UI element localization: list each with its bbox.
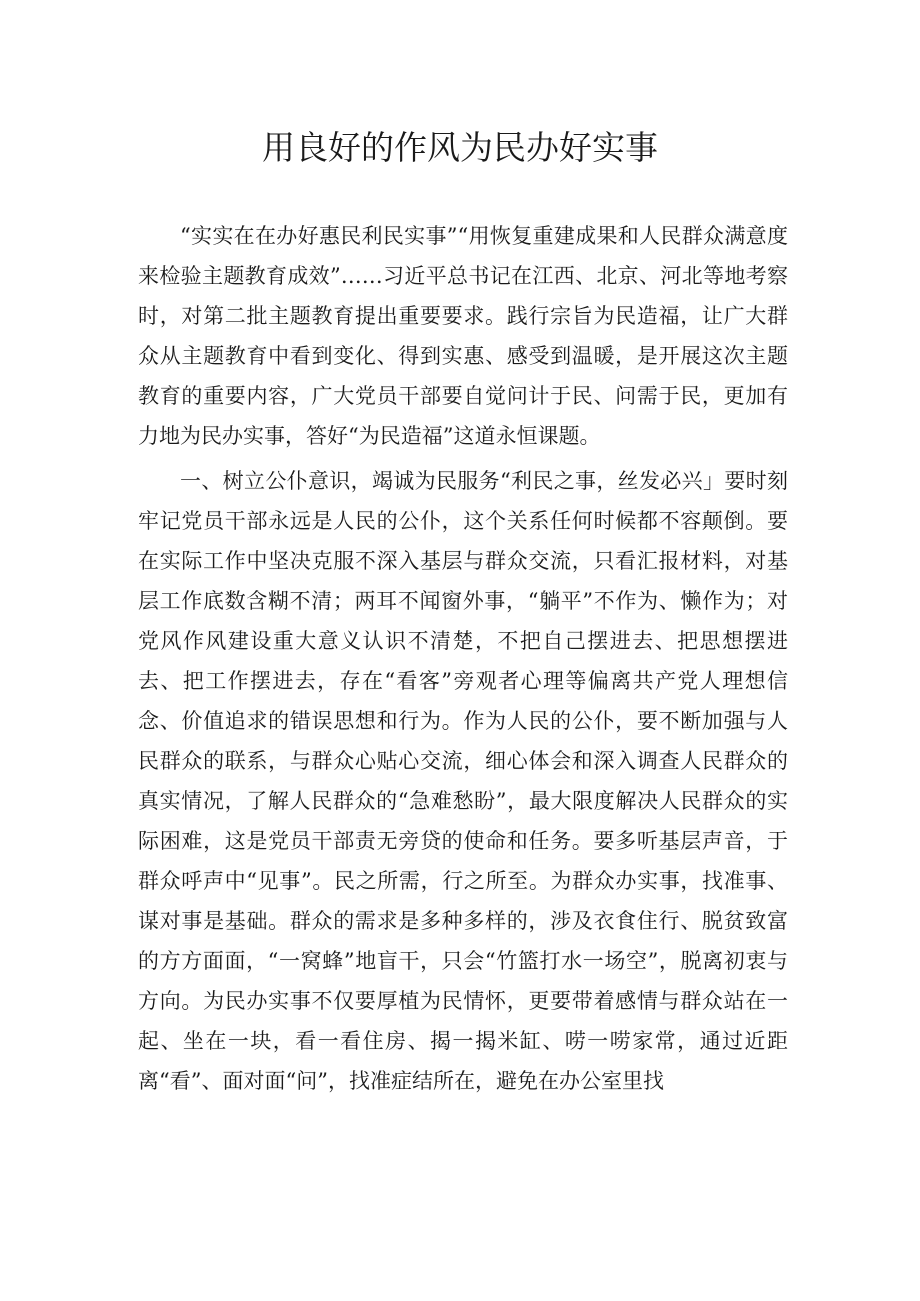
paragraph-section-one: 一、树立公仆意识，竭诚为民服务“利民之事，丝发必兴」要时刻牢记党员干部永远是人民的公仆，这个关系任何时候都不容颠倒。要在实际工作中坚决克服不深入基层与群众交流，只看汇报材料，对基层工作底数含糊不清；两耳不闻窗外事，“躺平”不作为、懒作为；对党风作风建设重大意义认识不清楚，不把自己摆进去、把思想摆进去、把工作摆进去，存在“看客”旁观者心理等偏离共产党人理想信念、价值追求的错误思想和行为。作为人民的公仆，要不断加强与人民群众的联系，与群众心贴心交流，细心体会和深入调查人民群众的真实情况，了解人民群众的“急难愁盼”，最大限度解决人民群众的实际困难，这是党员干部责无旁贷的使命和任务。要多听基层声音，于群众呼声中“见事”。民之所需，行之所至。为群众办实事，找准事、谋对事是基础。群众的需求是多种多样的，涉及衣食住行、脱贫致富的方方面面，“一窝蜂”地盲干，只会“竹篮打水一场空”，脱离初衷与方向。为民办实事不仅要厚植为民情怀，更要带着感情与群众站在一起、坐在一块，看一看住房、揭一揭米缸、唠一唠家常，通过近距离“看”、面对面“问”，找准症结所在，避免在办公室里找 — [138, 469, 788, 1093]
paragraph-intro: “实实在在办好惠民利民实事”“用恢复重建成果和人民群众满意度来检验主题教育成效”……习近平总书记在江西、北京、河北等地考察时，对第二批主题教育提出重要要求。践行宗旨为民造福，让广大群众从主题教育中看到变化、得到实惠、感受到温暖，是开展这次主题教育的重要内容，广大党员干部要自觉问计于民、问需于民，更加有力地为民办实事，答好“为民造福”这道永恒课题。 — [138, 224, 788, 448]
document-title: 用良好的作风为民办好实事 — [262, 128, 658, 167]
document-body — [138, 216, 788, 1101]
